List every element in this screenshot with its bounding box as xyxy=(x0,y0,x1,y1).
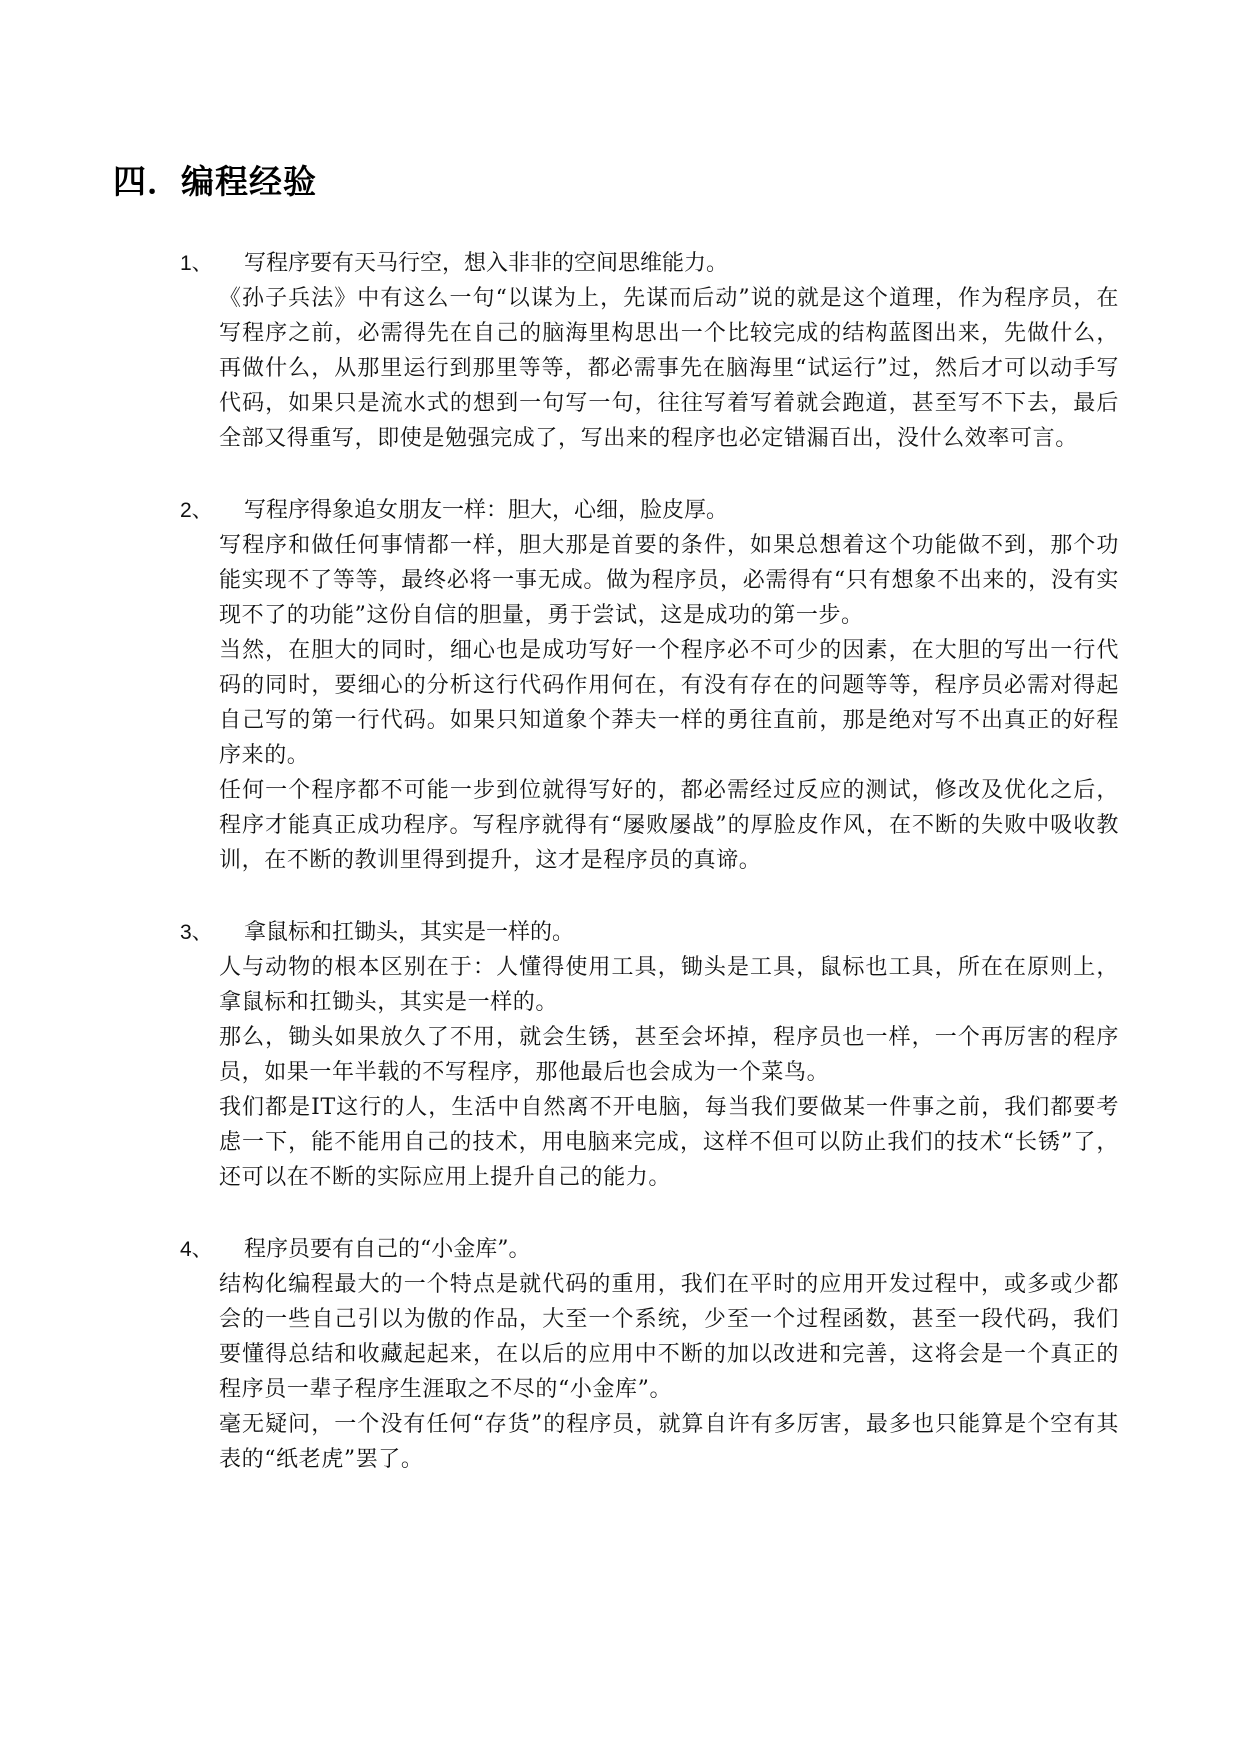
list-item-3 xyxy=(0,915,1241,1195)
item-heading xyxy=(0,1232,1241,1267)
list-item-2 xyxy=(0,493,1241,878)
experience-list xyxy=(0,246,1241,1514)
item-title: 拿鼠标和扛锄头，其实是一样的。 xyxy=(244,920,575,945)
item-paragraph: 《孙子兵法》中有这么一句“以谋为上，先谋而后动”说的就是这个道理，作为程序员，在写程序之前，必需得先在自己的脑海里构思出一个比较完成的结构蓝图出来，先做什么，再做什么，从那里运行到那里等等，都必需事先在脑海里“试运行”过，然后才可以动手写代码，如果只是流水式的想到一句写一句，往往写着写着就会跑道，甚至写不下去，最后全部又得重写，即使是勉强完成了，写出来的程序也必定错漏百出，没什么效率可言。 xyxy=(219,286,1119,451)
item-number: 2、 xyxy=(180,499,213,522)
item-paragraph: 我们都是IT这行的人，生活中自然离不开电脑，每当我们要做某一件事之前，我们都要考虑一下，能不能用自己的技术，用电脑来完成，这样不但可以防止我们的技术“长锈”了，还可以在不断的实际应用上提升自己的能力。 xyxy=(219,1095,1119,1190)
item-number: 1、 xyxy=(180,252,213,275)
item-title: 写程序得象追女朋友一样：胆大，心细，脸皮厚。 xyxy=(244,498,729,523)
item-paragraph: 毫无疑问，一个没有任何“存货”的程序员，就算自许有多厉害，最多也只能算是个空有其表的“纸老虎”罢了。 xyxy=(219,1412,1119,1472)
item-heading xyxy=(0,915,1241,950)
item-paragraph: 任何一个程序都不可能一步到位就得写好的，都必需经过反应的测试，修改及优化之后，程序才能真正成功程序。写程序就得有“屡败屡战”的厚脸皮作风，在不断的失败中吸收教训，在不断的教训里得到提升，这才是程序员的真谛。 xyxy=(219,778,1119,873)
item-title: 程序员要有自己的“小金库”。 xyxy=(244,1237,531,1262)
section-title: 四．编程经验 xyxy=(113,162,317,201)
item-heading xyxy=(0,493,1241,528)
item-paragraph: 写程序和做任何事情都一样，胆大那是首要的条件，如果总想着这个功能做不到，那个功能实现不了等等，最终必将一事无成。做为程序员，必需得有“只有想象不出来的，没有实现不了的功能”这份自信的胆量，勇于尝试，这是成功的第一步。 xyxy=(219,533,1119,628)
item-title: 写程序要有天马行空，想入非非的空间思维能力。 xyxy=(244,251,729,276)
item-number: 3、 xyxy=(180,921,213,944)
item-paragraph: 当然，在胆大的同时，细心也是成功写好一个程序必不可少的因素，在大胆的写出一行代码的同时，要细心的分析这行代码作用何在，有没有存在的问题等等，程序员必需对得起自己写的第一行代码。如果只知道象个莽夫一样的勇往直前，那是绝对写不出真正的好程序来的。 xyxy=(219,638,1119,768)
item-paragraph: 那么，锄头如果放久了不用，就会生锈，甚至会坏掉，程序员也一样，一个再厉害的程序员，如果一年半载的不写程序，那他最后也会成为一个菜鸟。 xyxy=(219,1025,1119,1085)
item-paragraph: 人与动物的根本区别在于：人懂得使用工具，锄头是工具，鼠标也工具，所在在原则上，拿鼠标和扛锄头，其实是一样的。 xyxy=(219,955,1119,1015)
item-number: 4、 xyxy=(180,1238,213,1261)
item-heading xyxy=(0,246,1241,281)
item-paragraph: 结构化编程最大的一个特点是就代码的重用，我们在平时的应用开发过程中，或多或少都会的一些自己引以为傲的作品，大至一个系统，少至一个过程函数，甚至一段代码，我们要懂得总结和收藏起起来，在以后的应用中不断的加以改进和完善，这将会是一个真正的程序员一辈子程序生涯取之不尽的“小金库”。 xyxy=(219,1272,1119,1402)
list-item-4 xyxy=(0,1232,1241,1477)
list-item-1 xyxy=(0,246,1241,456)
